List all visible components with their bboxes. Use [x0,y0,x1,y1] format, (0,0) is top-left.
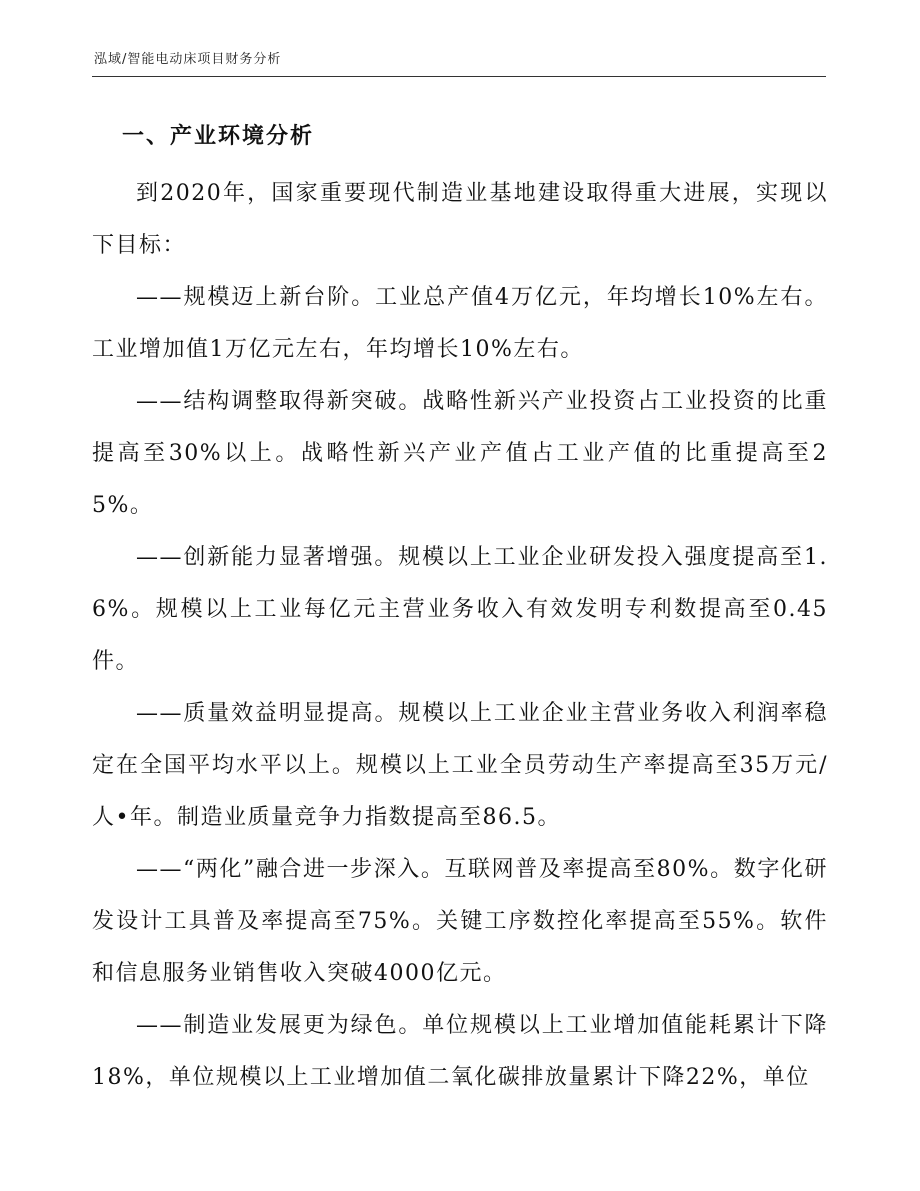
paragraph-innovation: ——创新能力显著增强。规模以上工业企业研发投入强度提高至1.6%。规模以上工业每亿元主营业务收入有效发明专利数提高至0.45件。 [92,545,828,674]
paragraph-structure: ——结构调整取得新突破。战略性新兴产业投资占工业投资的比重提高至30%以上。战略性新兴产业产值占工业产值的比重提高至25%。 [92,389,828,518]
section-heading: 一、产业环境分析 [122,124,315,149]
paragraph-integration: ——“两化”融合进一步深入。互联网普及率提高至80%。数字化研发设计工具普及率提高至75%。关键工序数控化率提高至55%。软件和信息服务业销售收入突破4000亿元。 [92,857,828,986]
paragraph-quality: ——质量效益明显提高。规模以上工业企业主营业务收入利润率稳定在全国平均水平以上。规模以上工业全员劳动生产率提高至35万元/人•年。制造业质量竞争力指数提高至86.5。 [92,701,828,830]
running-header: 泓域/智能电动床项目财务分析 [94,52,282,67]
paragraph-scale: ——规模迈上新台阶。工业总产值4万亿元，年均增长10%左右。工业增加值1万亿元左右，年均增长10%左右。 [92,285,828,362]
paragraph-intro: 到2020年，国家重要现代制造业基地建设取得重大进展，实现以下目标： [92,181,828,258]
header-divider [92,76,826,77]
paragraph-green: ——制造业发展更为绿色。单位规模以上工业增加值能耗累计下降18%，单位规模以上工业增加值二氧化碳排放量累计下降22%，单位 [92,1013,828,1090]
document-body [92,112,828,1104]
